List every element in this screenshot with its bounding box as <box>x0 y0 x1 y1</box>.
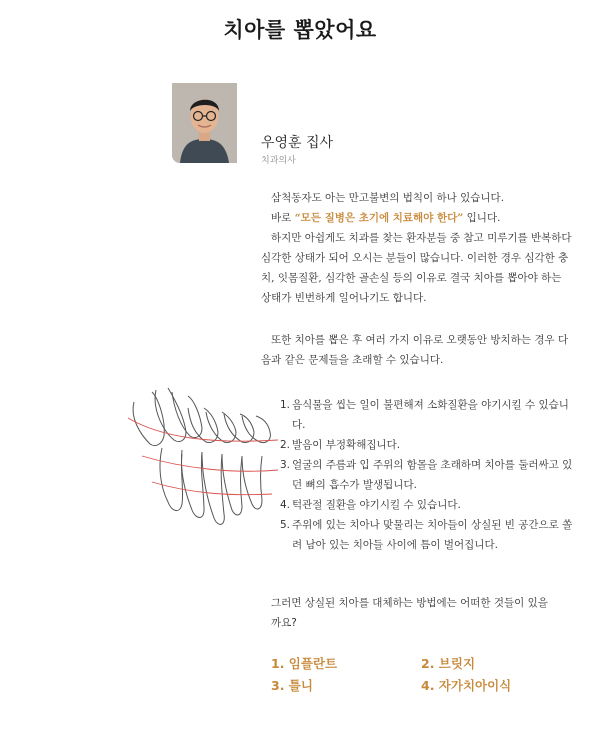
intro-paragraph <box>261 188 573 308</box>
method-autotransplant: 4. 자가치아이식 <box>421 678 512 693</box>
problem-number: 3. <box>280 459 291 471</box>
problem-item <box>280 515 580 555</box>
problem-item <box>280 495 580 515</box>
problem-item <box>280 455 580 495</box>
problem-text: 발음이 부정확해집니다. <box>292 439 401 451</box>
method-implant: 1. 임플란트 <box>271 656 338 671</box>
problem-item <box>280 395 580 435</box>
problem-text: 주위에 있는 치아나 맞물리는 치아들이 상실된 빈 공간으로 쏠려 남아 있는 치아들 사이에 틈이 벌어집니다. <box>292 519 573 551</box>
author-name: 우영훈 집사 <box>261 135 334 151</box>
problem-number: 2. <box>280 439 291 451</box>
method-denture: 3. 틀니 <box>271 678 313 693</box>
problem-number: 5. <box>280 519 291 531</box>
author-photo <box>172 83 237 163</box>
problem-number: 4. <box>280 499 291 511</box>
problem-text: 얼굴의 주름과 입 주위의 함몰을 초래하며 치아를 둘러싸고 있던 뼈의 흡수가 발생됩니다. <box>292 459 573 491</box>
article-title: 치아를 뽑았어요 <box>223 18 377 42</box>
question-text: 그러면 상실된 치아를 대체하는 방법에는 어떠한 것들이 있을까요? <box>271 597 548 629</box>
method-bridge: 2. 브릿지 <box>421 656 476 671</box>
problem-text: 음식물을 씹는 일이 불편해져 소화질환을 야기시킬 수 있습니다. <box>292 399 569 431</box>
problem-list <box>280 395 580 555</box>
author-role: 치과의사 <box>261 156 296 166</box>
intro-line-3: 하지만 아쉽게도 치과를 찾는 환자분들 중 참고 미루기를 반복하다 심각한 상태가 되어 오시는 분들이 많습니다. 이러한 경우 심각한 충치, 잇몸질환, 심각한 골손실 등의 이유로 결국 치아를 뽑아야 하는 상태가 빈번하게 일어나기도 합니다. <box>261 232 572 304</box>
intro-line-2 <box>261 208 573 228</box>
problem-number: 1. <box>280 399 291 411</box>
problem-text: 턱관절 질환을 야기시킬 수 있습니다. <box>292 499 461 511</box>
second-paragraph: 또한 치아를 뽑은 후 여러 가지 이유로 오랫동안 방치하는 경우 다음과 같은 문제들을 초래할 수 있습니다. <box>261 334 569 366</box>
problem-item <box>280 435 580 455</box>
teeth-sketch-icon <box>122 378 282 538</box>
intro-line-2-suffix: 입니다. <box>463 212 501 224</box>
highlight-quote: “모든 질병은 초기에 치료해야 한다” <box>294 212 464 224</box>
intro-line-1: 삼척동자도 아는 만고불변의 법칙이 하나 있습니다. <box>271 192 505 204</box>
author-portrait-image <box>172 83 237 163</box>
teeth-illustration <box>122 378 282 538</box>
intro-line-2-prefix: 바로 <box>271 212 295 224</box>
